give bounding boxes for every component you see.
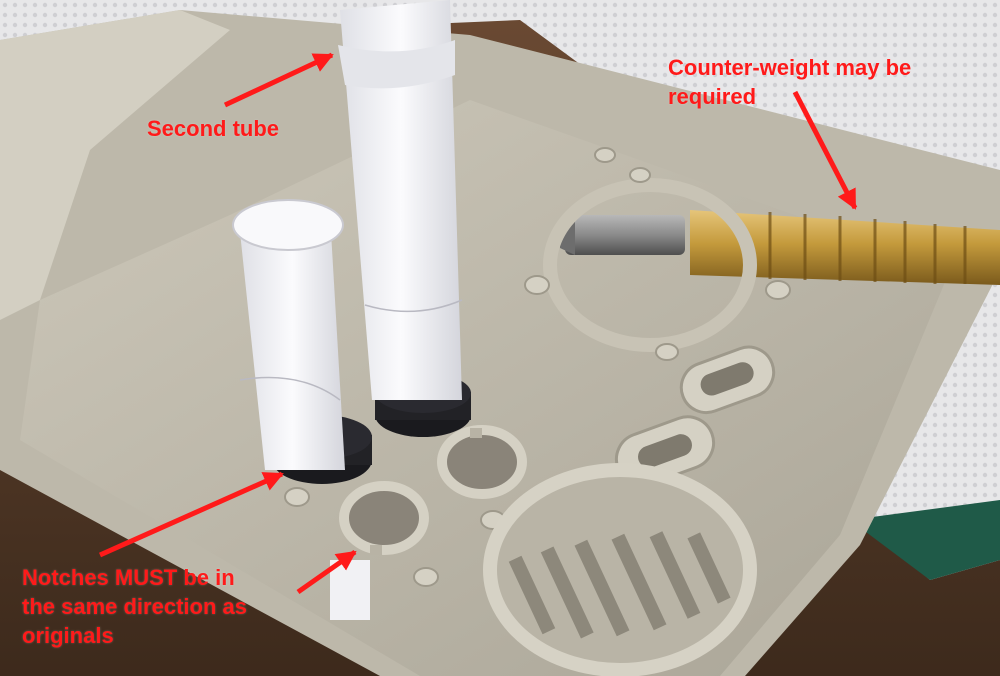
label-second-tube: Second tube [147, 116, 280, 141]
label-counter-weight: Counter-weight may be required [668, 55, 912, 109]
label-notches: Notches MUST be in the same direction as originals [22, 565, 247, 648]
grille-circle [490, 470, 750, 670]
